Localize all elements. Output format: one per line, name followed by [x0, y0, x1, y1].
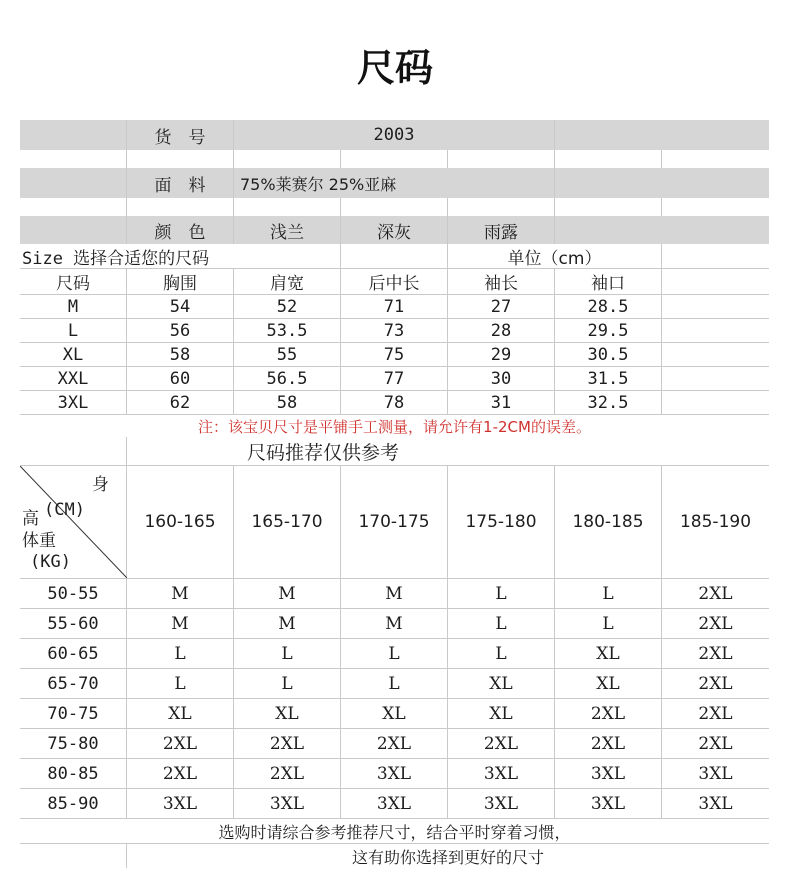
header-chest: 胸围 [127, 269, 234, 294]
recommended-size: L [448, 639, 555, 668]
weight-range: 70-75 [20, 699, 127, 728]
header-cuff: 袖口 [555, 269, 662, 294]
size-table-row [20, 367, 769, 391]
header-length: 后中长 [341, 269, 448, 294]
recommend-row [20, 789, 769, 819]
size-cell: L [20, 319, 127, 342]
length-cell: 73 [341, 319, 448, 342]
corner-height-label: 身 [92, 475, 109, 495]
recommended-size: XL [555, 639, 662, 668]
size-sheet [20, 120, 769, 870]
recommended-size: 2XL [234, 759, 341, 788]
item-number-row [20, 120, 769, 150]
cuff-cell: 28.5 [555, 295, 662, 318]
measurement-note: 注：该宝贝尺寸是平铺手工测量，请允许有1-2CM的误差。 [198, 417, 591, 436]
recommended-size: 2XL [127, 729, 234, 758]
recommended-size: 3XL [448, 759, 555, 788]
sleeve-cell: 30 [448, 367, 555, 390]
corner-cell [20, 466, 127, 578]
corner-cm-label: (CM) [44, 500, 85, 520]
size-cell: XL [20, 343, 127, 366]
recommend-row [20, 669, 769, 699]
cuff-cell: 30.5 [555, 343, 662, 366]
recommended-size: 2XL [234, 729, 341, 758]
recommended-size: 3XL [341, 789, 448, 818]
unit-label: 单位（cm） [448, 244, 662, 268]
recommended-size: 2XL [698, 583, 733, 604]
recommended-size: 3XL [127, 789, 234, 818]
size-table-row [20, 391, 769, 415]
spacer-row [20, 150, 769, 168]
recommend-title-row [20, 437, 769, 466]
recommended-size: 2XL [127, 759, 234, 788]
recommended-size: L [234, 669, 341, 698]
size-cell: M [20, 295, 127, 318]
size-table-row [20, 319, 769, 343]
recommended-size: 3XL [448, 789, 555, 818]
weight-range: 55-60 [20, 609, 127, 638]
recommended-size: 3XL [698, 793, 733, 814]
shoulder-cell: 53.5 [234, 319, 341, 342]
cuff-cell: 32.5 [555, 391, 662, 414]
footer-row [20, 843, 769, 868]
recommended-size: 3XL [234, 789, 341, 818]
size-table-row [20, 295, 769, 319]
color-label: 颜 色 [127, 216, 234, 244]
note-row [20, 415, 769, 437]
size-table-header [20, 269, 769, 295]
color-option: 雨露 [448, 216, 555, 244]
weight-range: 60-65 [20, 639, 127, 668]
length-cell: 75 [341, 343, 448, 366]
spacer-row [20, 198, 769, 216]
recommended-size: M [127, 609, 234, 638]
color-option: 深灰 [341, 216, 448, 244]
recommended-size: 2XL [448, 729, 555, 758]
recommended-size: L [127, 639, 234, 668]
recommended-size: 3XL [698, 763, 733, 784]
height-range: 170-175 [341, 466, 448, 578]
page-title: 尺码 [356, 46, 433, 90]
chest-cell: 62 [127, 391, 234, 414]
recommend-row [20, 699, 769, 729]
length-cell: 71 [341, 295, 448, 318]
corner-weight-label: 体重 [22, 531, 56, 551]
recommended-size: M [127, 579, 234, 608]
height-range: 175-180 [448, 466, 555, 578]
recommended-size: M [234, 579, 341, 608]
size-cell: 3XL [20, 391, 127, 414]
fabric-label: 面 料 [127, 168, 234, 198]
recommended-size: XL [448, 699, 555, 728]
corner-kg-label: (KG) [30, 552, 71, 572]
recommended-size: 2XL [698, 613, 733, 634]
footer-line-1: 选购时请综合参考推荐尺寸，结合平时穿着习惯， [218, 822, 571, 842]
recommended-size: 2XL [698, 673, 733, 694]
recommended-size: L [127, 669, 234, 698]
cuff-cell: 31.5 [555, 367, 662, 390]
shoulder-cell: 56.5 [234, 367, 341, 390]
recommended-size: L [448, 609, 555, 638]
size-cell: XXL [20, 367, 127, 390]
recommended-size: 3XL [555, 759, 662, 788]
recommend-row [20, 759, 769, 789]
corner-height-label-2: 高 [22, 509, 39, 529]
recommended-size: 2XL [341, 729, 448, 758]
sleeve-cell: 27 [448, 295, 555, 318]
header-sleeve: 袖长 [448, 269, 555, 294]
recommend-title: 尺码推荐仅供参考 [247, 441, 400, 464]
recommended-size: 2XL [555, 729, 662, 758]
recommended-size: 3XL [555, 789, 662, 818]
header-size: 尺码 [20, 269, 127, 294]
recommended-size: L [555, 579, 662, 608]
recommend-rows [20, 579, 769, 819]
weight-range: 80-85 [20, 759, 127, 788]
fabric-value: 75%莱赛尔 25%亚麻 [234, 168, 555, 198]
shoulder-cell: 52 [234, 295, 341, 318]
item-number-value: 2003 [234, 120, 555, 150]
recommended-size: XL [555, 669, 662, 698]
recommended-size: L [555, 609, 662, 638]
chest-cell: 58 [127, 343, 234, 366]
height-range: 160-165 [127, 466, 234, 578]
recommended-size: M [234, 609, 341, 638]
weight-range: 65-70 [20, 669, 127, 698]
footer-row [20, 819, 769, 843]
length-cell: 77 [341, 367, 448, 390]
recommend-row [20, 609, 769, 639]
color-row [20, 216, 769, 244]
size-table-row [20, 343, 769, 367]
weight-range: 75-80 [20, 729, 127, 758]
chest-cell: 60 [127, 367, 234, 390]
recommended-size: XL [127, 699, 234, 728]
length-cell: 78 [341, 391, 448, 414]
size-intro-row [20, 244, 769, 269]
weight-range: 50-55 [20, 579, 127, 608]
color-option: 浅兰 [234, 216, 341, 244]
recommended-size: L [448, 579, 555, 608]
recommend-header [20, 466, 769, 579]
shoulder-cell: 55 [234, 343, 341, 366]
recommended-size: 2XL [698, 643, 733, 664]
recommended-size: M [341, 579, 448, 608]
recommended-size: 3XL [341, 759, 448, 788]
recommended-size: 2XL [555, 699, 662, 728]
sleeve-cell: 28 [448, 319, 555, 342]
sleeve-cell: 29 [448, 343, 555, 366]
recommend-row [20, 639, 769, 669]
recommended-size: 2XL [698, 733, 733, 754]
height-range: 165-170 [234, 466, 341, 578]
height-range: 185-190 [679, 512, 752, 532]
cuff-cell: 29.5 [555, 319, 662, 342]
weight-range: 85-90 [20, 789, 127, 818]
recommended-size: L [341, 669, 448, 698]
fabric-row [20, 168, 769, 198]
recommended-size: 2XL [698, 703, 733, 724]
recommended-size: XL [234, 699, 341, 728]
recommended-size: L [341, 639, 448, 668]
sleeve-cell: 31 [448, 391, 555, 414]
item-number-label: 货 号 [127, 120, 234, 150]
recommended-size: XL [341, 699, 448, 728]
recommend-row [20, 579, 769, 609]
chest-cell: 54 [127, 295, 234, 318]
footer-line-2: 这有助你选择到更好的尺寸 [351, 848, 544, 867]
shoulder-cell: 58 [234, 391, 341, 414]
size-intro: Size 选择合适您的尺码 [20, 244, 341, 268]
height-range: 180-185 [555, 466, 662, 578]
recommended-size: XL [448, 669, 555, 698]
recommended-size: L [234, 639, 341, 668]
chest-cell: 56 [127, 319, 234, 342]
recommended-size: M [341, 609, 448, 638]
recommend-row [20, 729, 769, 759]
header-shoulder: 肩宽 [234, 269, 341, 294]
